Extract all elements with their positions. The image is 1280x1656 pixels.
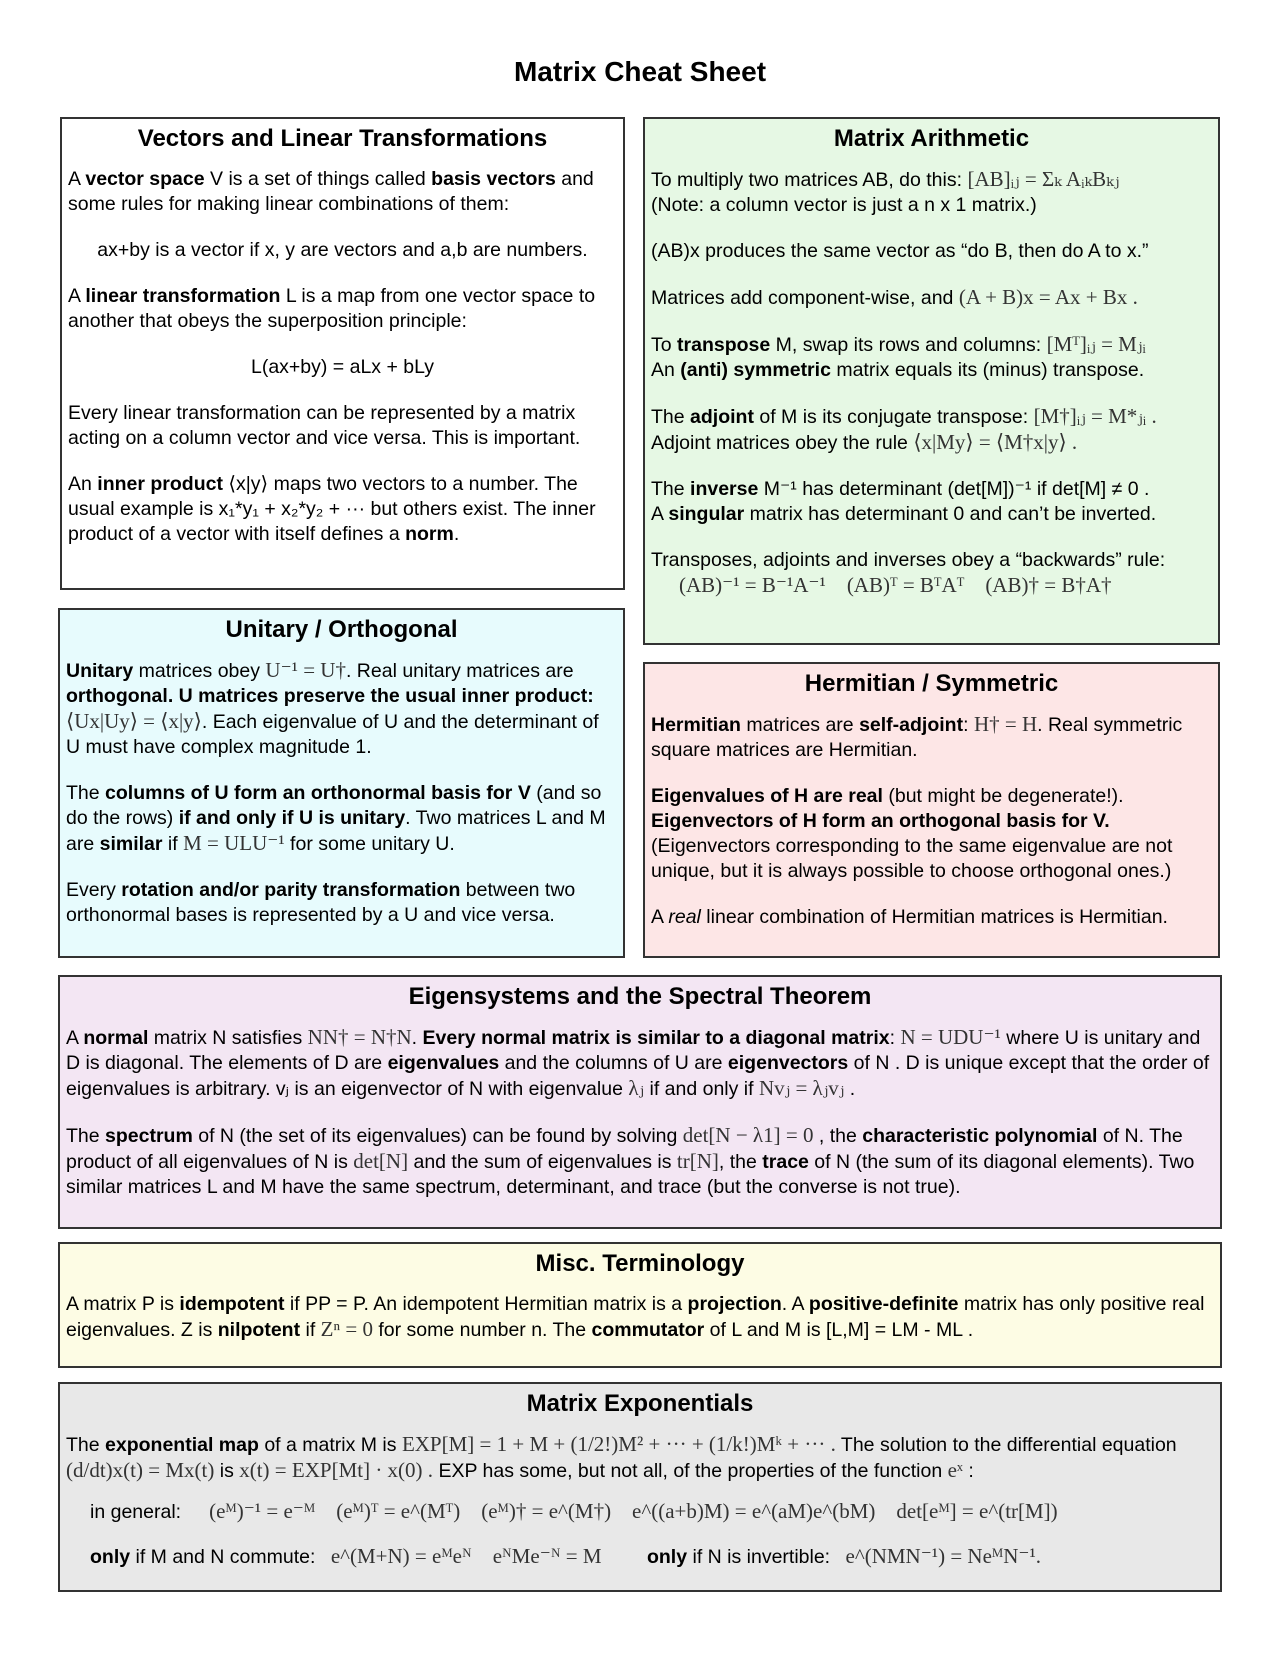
misc-heading: Misc. Terminology (535, 1250, 745, 1277)
misc-text: A matrix P is idempotent if PP = P. An idempotent Hermitian matrix is a projection. A positive-definite matrix has only positive real eigenvalues. Z is nilpotent if Zⁿ = 0 for some number n. The commutator of L and M is [L,M] = LM - ML . (66, 1293, 1205, 1341)
spectrum-text: The spectrum of N (the set of its eigenvalues) can be found by solving det[N − λ1] = 0 , the characteristic polynomial of N. The product of all eigenvalues of N is det[N] and the sum of eigenvalues is tr[N], the trace of N (the sum of its diagonal elements). Two similar matrices L and M have the same spectrum, determinant, and trace (but the converse is not true). (66, 1123, 1195, 1198)
orthonormal-basis-text: The columns of U form an orthonormal basis for V (and so do the rows) if and only if U is unitary. Two matrices L and M are similar if M = ULU⁻¹ for some unitary U. (66, 782, 606, 855)
arithmetic-heading: Matrix Arithmetic (833, 125, 1030, 152)
vectors-heading: Vectors and Linear Transformations (137, 125, 548, 152)
exponential-map-text: The exponential map of a matrix M is EXP[M] = 1 + M + (1/2!)M² + ··· + (1/k!)Mᵏ + ··· . The solution to the differential equation (d/dt)x(t) = Mx(t) is x(t) = EXP[Mt] · x(0) . EXP has some, but not all, of the properties of the function eˣ : (66, 1432, 1177, 1482)
hermitian-eigen-text: Eigenvalues of H are real (but might be degenerate!). Eigenvectors of H form an orthogonal basis for V. (Eigenvectors corresponding to the same eigenvalue are not unique, but it is always possible to choose orthogonal ones.) (651, 785, 1173, 882)
backwards-rule-text: Transposes, adjoints and inverses obey a “backwards” rule: (AB)⁻¹ = B⁻¹A⁻¹ (AB)ᵀ = BᵀAᵀ (AB)† = B†A† (651, 549, 1166, 597)
real-combination-text: A real linear combination of Hermitian matrices is Hermitian. (651, 906, 1168, 928)
page-title: Matrix Cheat Sheet (513, 56, 767, 87)
hermitian-heading: Hermitian / Symmetric (804, 670, 1059, 697)
eigensystems-heading: Eigensystems and the Spectral Theorem (408, 983, 872, 1010)
general-properties-row: in general: (eᴹ)⁻¹ = e⁻ᴹ (eᴹ)ᵀ = e^(Mᵀ) (eᴹ)† = e^(M†) e^((a+b)M) = e^(aM)e^(bM) det[eᴹ] = e^(tr[M]) (90, 1499, 1058, 1523)
unitary-definition-text: Unitary matrices obey U⁻¹ = U†. Real unitary matrices are orthogonal. U matrices preserve the usual inner product: ⟨Ux|Uy⟩ = ⟨x|y⟩. Each eigenvalue of U and the determinant of U must have complex magnitude 1. (66, 658, 599, 758)
hermitian-section (643, 662, 1220, 958)
unitary-section (58, 608, 625, 958)
arithmetic-section (643, 117, 1220, 645)
addition-text: Matrices add component-wise, and (A + B)x = Ax + Bx . (651, 285, 1138, 309)
normal-matrix-text: A normal matrix N satisfies NN† = N†N. Every normal matrix is similar to a diagonal matrix: N = UDU⁻¹ where U is unitary and D is diagonal. The elements of D are eigenvalues and the columns of U are eigenvectors of N . D is unique except that the order of eigenvalues is arbitrary. vⱼ is an eigenvector of N with eigenvalue λⱼ if and only if Nvⱼ = λⱼvⱼ . (66, 1025, 1210, 1100)
misc-section (58, 1242, 1222, 1368)
adjoint-text: The adjoint of M is its conjugate transpose: [M†]ᵢⱼ = M*ⱼᵢ . Adjoint matrices obey the rule ⟨x|My⟩ = ⟨M†x|y⟩ . (651, 404, 1157, 454)
rotation-text: Every rotation and/or parity transformation between two orthonormal bases is represented by a U and vice versa. (66, 879, 576, 926)
matrix-representation-text: Every linear transformation can be represented by a matrix acting on a column vector and vice versa. This is important. (68, 402, 581, 449)
commute-properties-row: only if M and N commute: e^(M+N) = eᴹeᴺ eᴺMe⁻ᴺ = M only if N is invertible: e^(NMN⁻¹) = NeᴹN⁻¹. (90, 1544, 1042, 1568)
composition-text: (AB)x produces the same vector as “do B, then do A to x.” (651, 240, 1149, 262)
vectors-section (60, 117, 625, 590)
superposition-equation: L(ax+by) = aLx + bLy (250, 356, 434, 378)
multiply-text: To multiply two matrices AB, do this: [AB]ᵢⱼ = Σₖ AᵢₖBₖⱼ (Note: a column vector is just a n x 1 matrix.) (651, 167, 1120, 216)
eigensystems-section (58, 975, 1222, 1229)
linear-combination-text: ax+by is a vector if x, y are vectors and a,b are numbers. (97, 239, 588, 261)
unitary-heading: Unitary / Orthogonal (225, 616, 458, 643)
inverse-text: The inverse M⁻¹ has determinant (det[M])⁻¹ if det[M] ≠ 0 . A singular matrix has determinant 0 and can’t be inverted. (651, 478, 1157, 525)
vector-space-text: A vector space V is a set of things called basis vectors and some rules for making linear combinations of them: (68, 168, 594, 215)
exponentials-section (58, 1382, 1222, 1592)
inner-product-text: An inner product ⟨x|y⟩ maps two vectors to a number. The usual example is x₁*y₁ + x₂*y₂ + ··· but others exist. The inner product of a vector with itself defines a norm. (68, 473, 596, 545)
hermitian-definition-text: Hermitian matrices are self-adjoint: H† = H. Real symmetric square matrices are Hermitian. (651, 712, 1183, 761)
exponentials-heading: Matrix Exponentials (526, 1390, 754, 1417)
linear-transformation-text: A linear transformation L is a map from one vector space to another that obeys the superposition principle: (68, 285, 596, 332)
transpose-text: To transpose M, swap its rows and columns: [Mᵀ]ᵢⱼ = Mⱼᵢ An (anti) symmetric matrix equals its (minus) transpose. (651, 332, 1146, 381)
